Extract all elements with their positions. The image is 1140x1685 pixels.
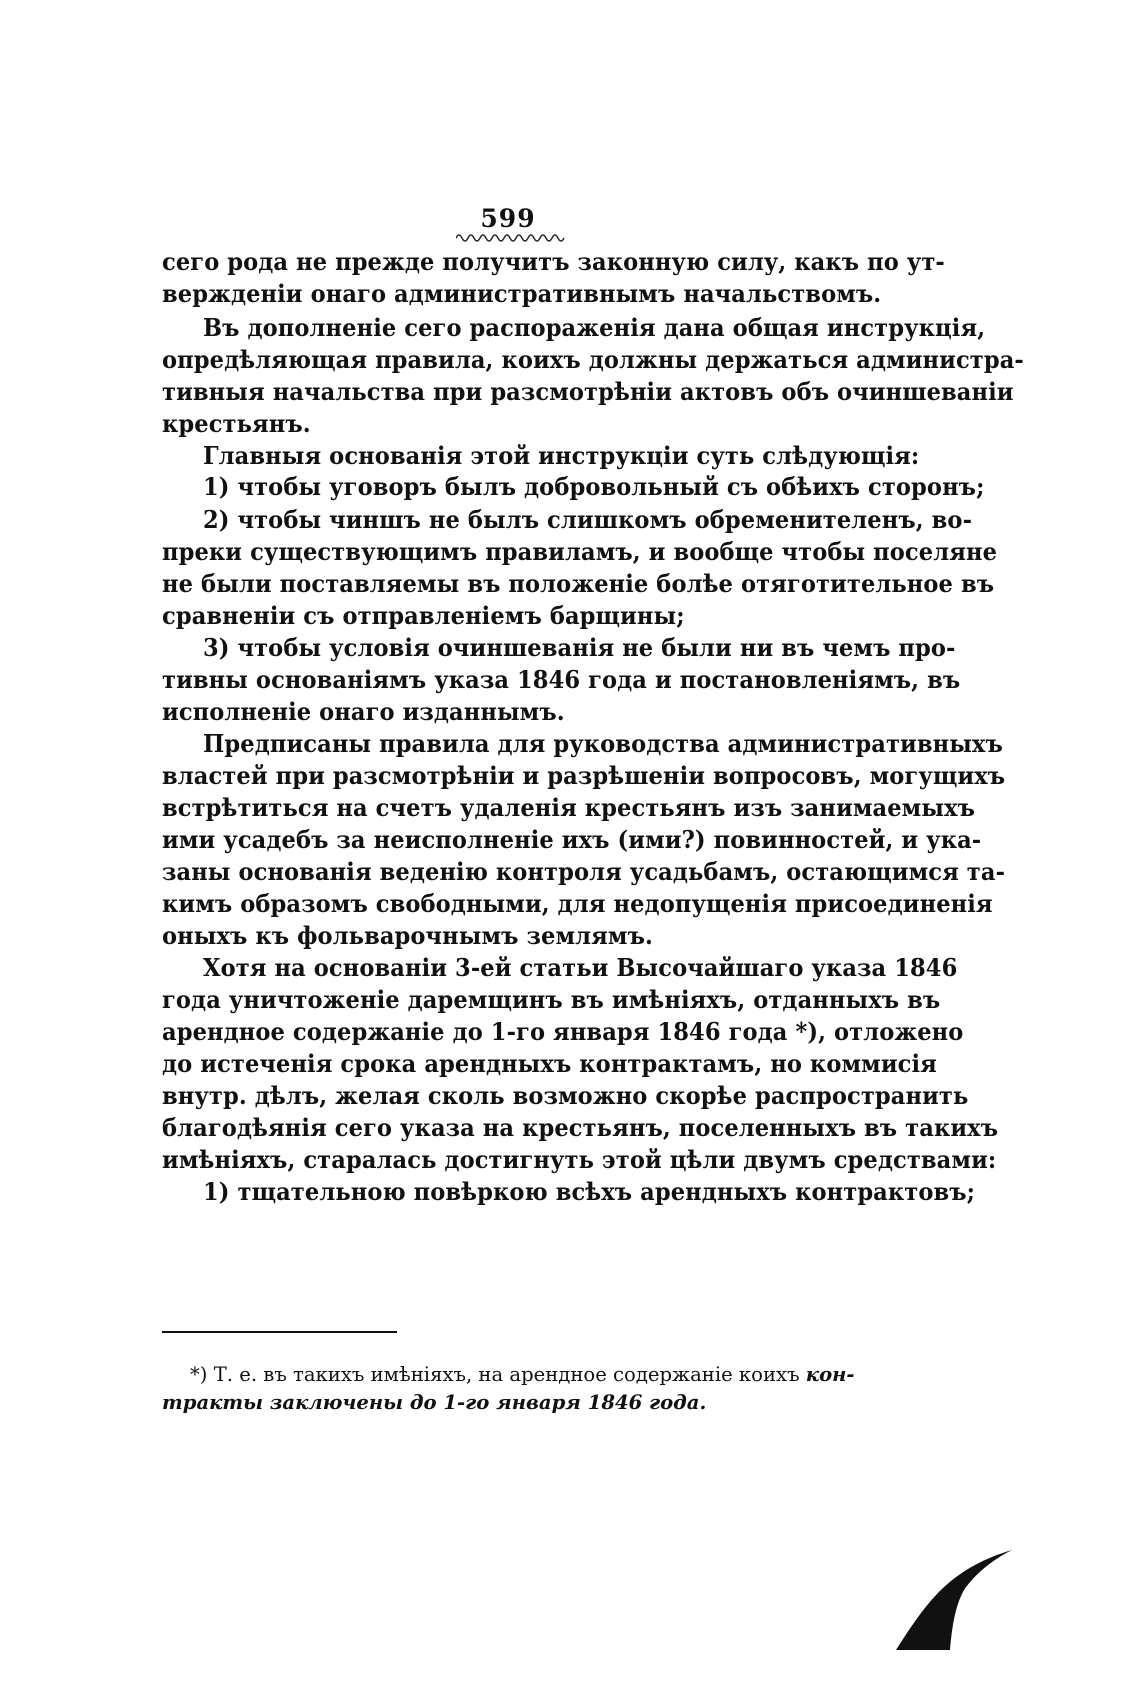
ink-stroke-mark xyxy=(880,1550,1015,1650)
text-line-20: заны основанія веденію контроля усадьбамъ, остающимся та- xyxy=(162,857,1006,886)
text-line-22: оныхъ къ фольварочнымъ землямъ. xyxy=(162,921,653,950)
text-line-12: сравненіи съ отправленіемъ барщины; xyxy=(162,601,685,630)
text-line-9: 2) чтобы чиншъ не былъ слишкомъ обременителенъ, во- xyxy=(203,505,973,534)
text-line-3: Въ дополненіе сего распораженія дана общая инструкція, xyxy=(203,313,986,342)
text-line-27: внутр. дѣлъ, желая сколь возможно скорѣе распространить xyxy=(162,1081,969,1110)
text-line-7: Главныя основанія этой инструкціи суть слѣдующія: xyxy=(203,441,920,470)
text-line-8: 1) чтобы уговоръ былъ добровольный съ обѣихъ сторонъ; xyxy=(203,472,985,501)
text-line-5: тивныя начальства при разсмотрѣніи актовъ объ очиншеваніи xyxy=(162,377,1014,406)
text-line-23: Хотя на основаніи 3-ей статьи Высочайшаго указа 1846 xyxy=(203,953,958,982)
text-line-28: благодѣянія сего указа на крестьянъ, поселенныхъ въ такихъ xyxy=(162,1113,999,1142)
text-line-4: опредѣляющая правила, коихъ должны держаться администра- xyxy=(162,345,1024,374)
text-line-25: арендное содержаніе до 1-го января 1846 года *), отложено xyxy=(162,1017,964,1046)
text-line-14: тивны основаніямъ указа 1846 года и постановленіямъ, въ xyxy=(162,665,961,694)
text-line-24: года уничтоженіе даремщинъ въ имѣніяхъ, отданныхъ въ xyxy=(162,985,941,1014)
text-line-17: властей при разсмотрѣніи и разрѣшеніи вопросовъ, могущихъ xyxy=(162,761,1006,790)
text-line-16: Предписаны правила для руководства административныхъ xyxy=(203,729,1003,758)
text-line-6: крестьянъ. xyxy=(162,409,311,438)
text-line-18: встрѣтиться на счетъ удаленія крестьянъ изъ занимаемыхъ xyxy=(162,793,976,822)
text-line-15: исполненіе онаго изданнымъ. xyxy=(162,697,565,726)
text-line-30: 1) тщательною повѣркою всѣхъ арендныхъ контрактовъ; xyxy=(203,1177,976,1206)
footnote-text-regular: Т. е. въ такихъ имѣніяхъ, на арендное содержаніе коихъ xyxy=(213,1362,800,1386)
text-line-2: вержденіи онаго административнымъ начальствомъ. xyxy=(162,279,882,308)
text-line-13: 3) чтобы условія очиншеванія не были ни въ чемъ про- xyxy=(203,633,956,662)
text-line-19: ими усадебъ за неисполненіе ихъ (ими?) повинностей, и ука- xyxy=(162,825,982,854)
text-line-10: преки существующимъ правиламъ, и вообще чтобы поселяне xyxy=(162,537,998,566)
text-line-21: кимъ образомъ свободными, для недопущенія присоединенія xyxy=(162,889,993,918)
wavy-ornament-icon xyxy=(456,230,566,242)
footnote-line-1 xyxy=(190,1360,853,1388)
text-line-1: сего рода не прежде получитъ законную силу, какъ по ут- xyxy=(162,247,945,276)
footnote-marker: *) xyxy=(190,1362,208,1386)
text-line-11: не были поставляемы въ положеніе болѣе отяготительное въ xyxy=(162,569,995,598)
text-line-26: до истеченія срока арендныхъ контрактамъ, но коммисія xyxy=(162,1049,937,1078)
page-number: 599 xyxy=(480,204,536,233)
footnote-line-2: тракты заключены до 1-го января 1846 года. xyxy=(162,1390,707,1414)
text-line-29: имѣніяхъ, старалась достигнуть этой цѣли двумъ средствами: xyxy=(162,1145,997,1174)
footnote-divider xyxy=(162,1331,397,1333)
footnote-text-italic: кон- xyxy=(805,1362,855,1386)
